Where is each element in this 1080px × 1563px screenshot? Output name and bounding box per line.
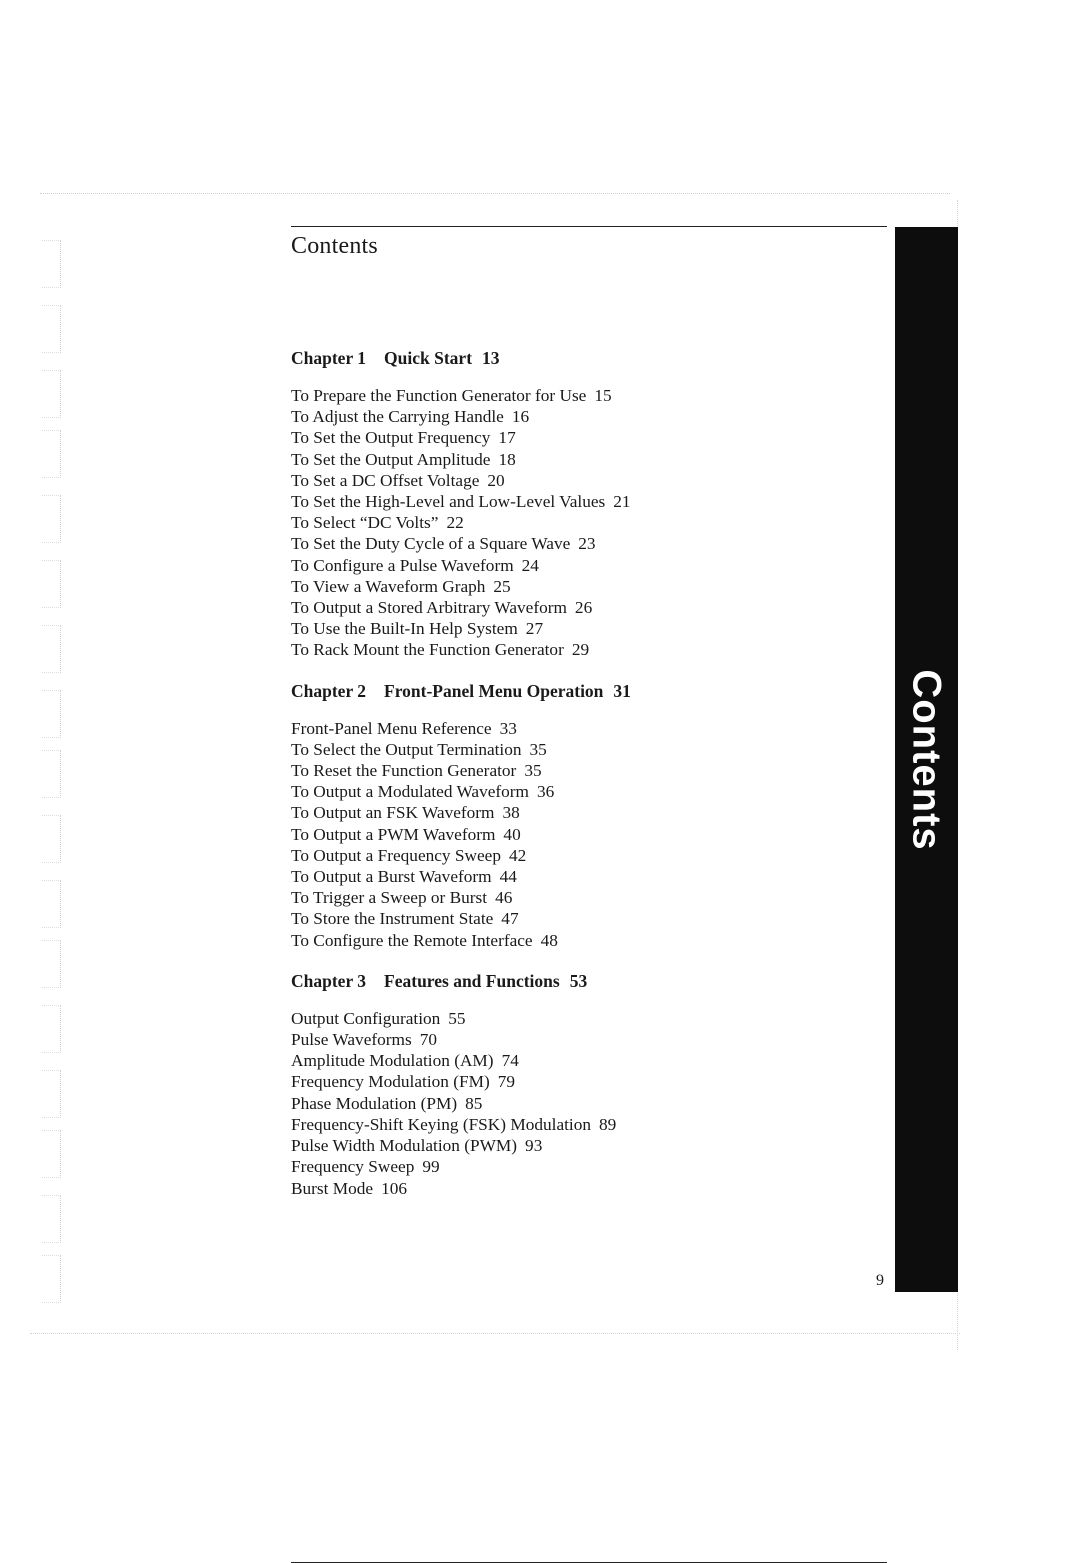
toc-entry-page: 33 [499, 718, 517, 738]
toc-entry[interactable] [291, 718, 881, 739]
toc-entry-page: 106 [381, 1178, 408, 1198]
toc-entry-page: 46 [495, 888, 513, 908]
chapter-number: Chapter 2 [291, 680, 367, 701]
chapter-number: Chapter 1 [291, 348, 367, 368]
toc-entry-page: 89 [599, 1114, 617, 1134]
toc-entry-page: 18 [498, 449, 516, 469]
toc-entry[interactable] [291, 491, 881, 512]
toc-entry-page: 26 [574, 598, 593, 618]
binding-mark [42, 240, 61, 288]
toc-entry[interactable] [291, 1156, 881, 1177]
toc-entry[interactable] [291, 639, 881, 660]
toc-entry-title: To Set the Output Amplitude [291, 449, 491, 469]
toc-entry[interactable] [291, 824, 881, 845]
toc-entry-title: To Output a Frequency Sweep [291, 845, 501, 865]
toc-entry-page: 27 [525, 619, 544, 639]
binding-mark [42, 560, 61, 608]
toc-entry[interactable] [291, 1071, 881, 1092]
toc-entry-title: Amplitude Modulation (AM) [291, 1051, 494, 1071]
toc-entry[interactable] [291, 618, 881, 639]
toc-entry-page: 99 [422, 1157, 440, 1177]
chapter-entry-list [291, 385, 881, 661]
toc-entry-title: Frequency Sweep [291, 1157, 415, 1177]
chapter-entry-list [291, 1008, 881, 1199]
toc-entry[interactable] [291, 887, 881, 908]
toc-entry-page: 15 [594, 386, 612, 405]
toc-entry[interactable] [291, 908, 881, 929]
toc-entry-title: To Set the High-Level and Low-Level Values [291, 492, 606, 512]
toc-entry-page: 74 [501, 1051, 519, 1071]
toc-entry-page: 29 [571, 640, 590, 660]
toc-entry-page: 42 [508, 845, 527, 865]
toc-entry[interactable] [291, 449, 881, 470]
toc-entry-page: 24 [521, 555, 539, 575]
toc-entry-page: 85 [465, 1093, 483, 1113]
toc-entry[interactable] [291, 1135, 881, 1156]
toc-entry[interactable] [291, 1114, 881, 1135]
toc-entry[interactable] [291, 930, 881, 951]
toc-entry[interactable] [291, 406, 881, 427]
toc-entry-page: 25 [493, 576, 511, 596]
toc-entry-page: 21 [613, 492, 631, 512]
toc-entry-title: Output Configuration [291, 1008, 441, 1028]
toc-entry-title: To Set a DC Offset Voltage [291, 470, 480, 490]
toc-entry-title: To Use the Built-In Help System [291, 619, 518, 639]
toc-entry[interactable] [291, 597, 881, 618]
toc-entry-title: To Reset the Function Generator [291, 761, 517, 781]
toc-entry-page: 55 [448, 1008, 466, 1028]
toc-entry[interactable] [291, 555, 881, 576]
toc-entry-page: 47 [501, 909, 519, 929]
toc-entry-title: Pulse Waveforms [291, 1030, 412, 1050]
binding-mark [42, 1070, 61, 1118]
chapter-page-number: 13 [482, 348, 500, 368]
toc-entry-page: 22 [446, 513, 464, 533]
toc-entry-page: 38 [502, 803, 520, 823]
toc-entry-page: 48 [540, 930, 558, 950]
binding-mark [42, 940, 61, 988]
toc-entry[interactable] [291, 1178, 881, 1199]
toc-entry[interactable] [291, 576, 881, 597]
toc-entry[interactable] [291, 470, 881, 491]
binding-mark [42, 625, 61, 673]
binding-mark [42, 750, 61, 798]
toc-entry[interactable] [291, 845, 881, 866]
chapter-number: Chapter 3 [291, 970, 367, 991]
toc-entry-title: Frequency-Shift Keying (FSK) Modulation [291, 1114, 591, 1134]
toc-entry-title: To Rack Mount the Function Generator [291, 640, 564, 660]
toc-entry-title: To Select the Output Termination [291, 739, 522, 759]
toc-entry-title: To Adjust the Carrying Handle [291, 407, 504, 427]
toc-entry-title: To Set the Duty Cycle of a Square Wave [291, 534, 571, 554]
toc-entry-title: Frequency Modulation (FM) [291, 1072, 490, 1092]
toc-entry[interactable] [291, 739, 881, 760]
toc-entry-title: To Configure a Pulse Waveform [291, 555, 514, 575]
toc-entry-title: To Output a Modulated Waveform [291, 782, 530, 802]
toc-entry-title: To Output an FSK Waveform [291, 803, 495, 823]
toc-entry-page: 16 [511, 407, 530, 427]
chapter-page-number: 53 [569, 970, 588, 991]
table-of-contents [291, 348, 881, 1219]
toc-entry-page: 40 [503, 824, 521, 844]
chapter-title: Quick Start [384, 348, 473, 368]
toc-entry-page: 93 [525, 1136, 543, 1156]
toc-entry-title: To Set the Output Frequency [291, 428, 491, 448]
toc-entry-title: To Output a PWM Waveform [291, 824, 496, 844]
toc-entry-title: To Output a Burst Waveform [291, 867, 492, 887]
toc-entry[interactable] [291, 533, 881, 554]
toc-entry[interactable] [291, 1093, 881, 1114]
binding-mark [42, 880, 61, 928]
toc-entry[interactable] [291, 427, 881, 448]
binding-mark [42, 1195, 61, 1243]
toc-entry-page: 44 [499, 867, 517, 887]
binding-mark [42, 690, 61, 738]
binding-mark [42, 370, 61, 418]
chapter-title: Front-Panel Menu Operation [384, 680, 604, 701]
toc-entry-page: 35 [529, 739, 547, 759]
toc-entry-title: To Configure the Remote Interface [291, 930, 533, 950]
binding-mark [42, 1005, 61, 1053]
toc-entry-title: Burst Mode [291, 1178, 374, 1198]
toc-entry-page: 70 [419, 1030, 437, 1050]
toc-entry-title: To Select “DC Volts” [291, 513, 439, 533]
toc-entry[interactable] [291, 1029, 881, 1050]
binding-mark [42, 305, 61, 353]
toc-entry-title: Pulse Width Modulation (PWM) [291, 1136, 518, 1156]
toc-entry[interactable] [291, 866, 881, 887]
scan-edge-top [40, 193, 950, 194]
toc-entry-title: To Store the Instrument State [291, 909, 494, 929]
toc-entry[interactable] [291, 512, 881, 533]
header-rule [291, 226, 887, 227]
toc-entry-title: To Trigger a Sweep or Burst [291, 888, 488, 908]
toc-entry-title: Front-Panel Menu Reference [291, 718, 492, 738]
chapter-heading[interactable] [291, 348, 881, 369]
toc-entry-title: To View a Waveform Graph [291, 576, 486, 596]
binding-mark [42, 1255, 61, 1303]
chapter-title: Features and Functions [384, 970, 560, 991]
chapter-heading[interactable] [291, 971, 881, 992]
toc-entry-page: 23 [578, 534, 596, 554]
page-title: Contents [291, 233, 378, 259]
binding-mark [42, 1130, 61, 1178]
toc-entry-page: 79 [497, 1072, 515, 1092]
toc-entry-page: 20 [487, 470, 505, 490]
toc-entry-title: Phase Modulation (PM) [291, 1093, 458, 1113]
scan-edge-bottom [30, 1333, 960, 1334]
toc-entry-page: 36 [537, 782, 555, 802]
toc-entry-page: 17 [498, 428, 516, 448]
binding-mark [42, 495, 61, 543]
toc-entry-title: To Prepare the Function Generator for Use [291, 386, 587, 405]
page-number: 9 [876, 1272, 884, 1289]
toc-entry[interactable] [291, 1050, 881, 1071]
chapter-entry-list [291, 718, 881, 951]
toc-entry[interactable] [291, 781, 881, 802]
toc-entry-page: 35 [524, 761, 542, 781]
binding-mark [42, 430, 61, 478]
toc-entry-title: To Output a Stored Arbitrary Waveform [291, 598, 567, 618]
section-tab-label: Contents [904, 669, 949, 851]
binding-mark [42, 815, 61, 863]
toc-entry[interactable] [291, 385, 881, 406]
toc-entry[interactable] [291, 1008, 881, 1029]
toc-entry[interactable] [291, 760, 881, 781]
chapter-heading[interactable] [291, 681, 881, 702]
chapter-page-number: 31 [613, 680, 631, 701]
toc-entry[interactable] [291, 802, 881, 823]
